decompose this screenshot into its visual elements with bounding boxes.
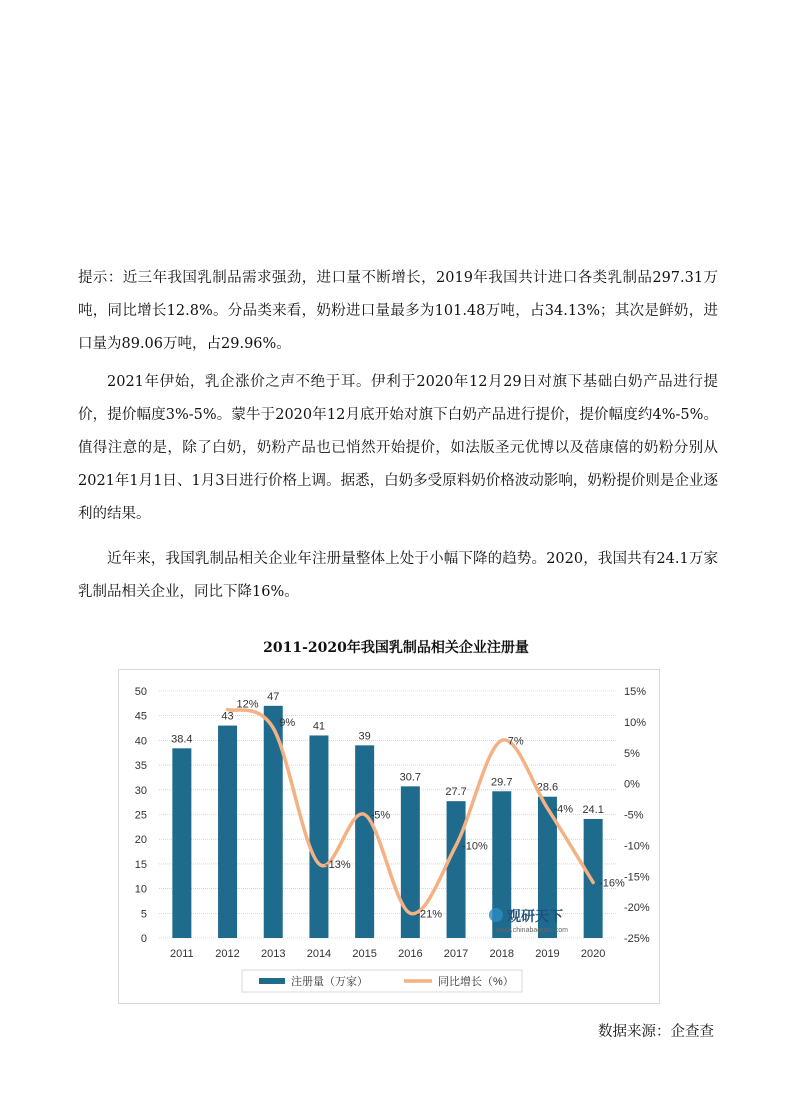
y-tick-label: 30: [134, 784, 147, 797]
bar: [172, 748, 191, 938]
y-tick-label: 45: [134, 710, 147, 723]
paragraph-intro: 提示：近三年我国乳制品需求强劲，进口量不断增长，2019年我国共计进口各类乳制品297.31万吨，同比增长12.8%。分品类来看，奶粉进口量最多为101.48万吨，占34.13%；其次是鲜奶，进口量为89.06万吨，占29.96%。: [78, 270, 718, 352]
x-tick-label: 2012: [215, 948, 240, 960]
line-value-label: -16%: [599, 877, 625, 890]
x-tick-label: 2020: [580, 948, 606, 960]
y-tick-label: 20: [134, 834, 147, 847]
bar-value-label: 27.7: [445, 786, 467, 799]
y-tick-label: 10: [134, 883, 147, 896]
y-tick-label: 0: [140, 933, 147, 945]
y2-tick-label: 15%: [624, 686, 647, 698]
data-source: 数据来源：企查查: [598, 1024, 714, 1040]
y-tick-label: 5: [140, 908, 147, 921]
y-tick-label: 25: [134, 809, 147, 822]
y-tick-label: 40: [134, 735, 147, 748]
watermark-logo-icon: [489, 908, 503, 922]
bar-value-label: 47: [267, 690, 280, 703]
line-value-label: -5%: [370, 809, 391, 822]
line-value-label: 7%: [507, 735, 524, 748]
y-tick-label: 15: [134, 858, 147, 871]
line-value-label: -13%: [324, 858, 351, 871]
bar-value-label: 28.6: [536, 781, 559, 794]
bar: [355, 745, 374, 938]
x-tick-label: 2014: [306, 948, 332, 960]
y2-tick-label: -25%: [624, 933, 650, 945]
y-tick-label: 50: [134, 686, 147, 698]
y2-tick-label: -15%: [624, 871, 650, 884]
bar-value-label: 24.1: [582, 803, 604, 816]
bar: [309, 735, 328, 938]
y2-tick-label: 10%: [624, 716, 647, 729]
x-tick-label: 2017: [443, 948, 469, 960]
legend-line-label: 同比增长（%）: [438, 976, 514, 988]
line-value-label: -10%: [462, 840, 488, 853]
chart-svg: [119, 670, 659, 1003]
bar: [447, 801, 466, 938]
x-tick-label: 2013: [261, 948, 286, 960]
y2-tick-label: -5%: [624, 809, 644, 822]
paragraph-price-rise: 2021年伊始，乳企涨价之声不绝于耳。伊利于2020年12月29日对旗下基础白奶产品进行提价，提价幅度3%-5%。蒙牛于2020年12月底开始对旗下白奶产品进行提价，提价幅度约4%-5%。值得注意的是，除了白奶，奶粉产品也已悄然开始提价，如法版圣元优博以及蓓康僖的奶粉分别从2021年1月1日、1月3日进行价格上调。据悉，白奶多受原料奶价格波动影响，奶粉提价则是企业逐利的结果。: [78, 374, 718, 522]
bar-value-label: 38.4: [171, 733, 193, 746]
x-tick-label: 2018: [489, 948, 514, 960]
bar-value-label: 29.7: [491, 776, 513, 789]
bar-value-label: 39: [358, 730, 371, 743]
x-tick-label: 2015: [352, 948, 377, 960]
y2-tick-label: 0%: [624, 778, 640, 791]
bar-value-label: 43: [221, 710, 234, 723]
y2-tick-label: -10%: [624, 840, 650, 853]
y2-tick-label: -20%: [624, 902, 650, 915]
watermark-brand: 观研天下: [507, 908, 563, 924]
watermark-url: www.chinabaogao.com: [496, 927, 568, 934]
chart-container: [118, 669, 660, 1004]
legend-bar-label: 注册量（万家）: [291, 976, 368, 988]
x-tick-label: 2011: [170, 948, 194, 960]
x-tick-label: 2019: [535, 948, 560, 960]
chart-title: 2011-2020年我国乳制品相关企业注册量: [263, 640, 529, 656]
legend-bar-swatch: [259, 978, 285, 984]
paragraph-registrations: 近年来，我国乳制品相关企业年注册量整体上处于小幅下降的趋势。2020，我国共有24.1万家乳制品相关企业，同比下降16%。: [78, 551, 718, 600]
line-value-label: 9%: [279, 717, 296, 730]
x-tick-label: 2016: [398, 948, 423, 960]
line-value-label: 12%: [236, 698, 259, 711]
bar-value-label: 30.7: [399, 771, 422, 784]
y-tick-label: 35: [134, 760, 147, 773]
bar-value-label: 41: [312, 720, 326, 733]
bar: [218, 726, 237, 938]
line-value-label: -21%: [416, 908, 443, 921]
y2-tick-label: 5%: [624, 747, 640, 760]
line-value-label: -4%: [553, 803, 574, 816]
